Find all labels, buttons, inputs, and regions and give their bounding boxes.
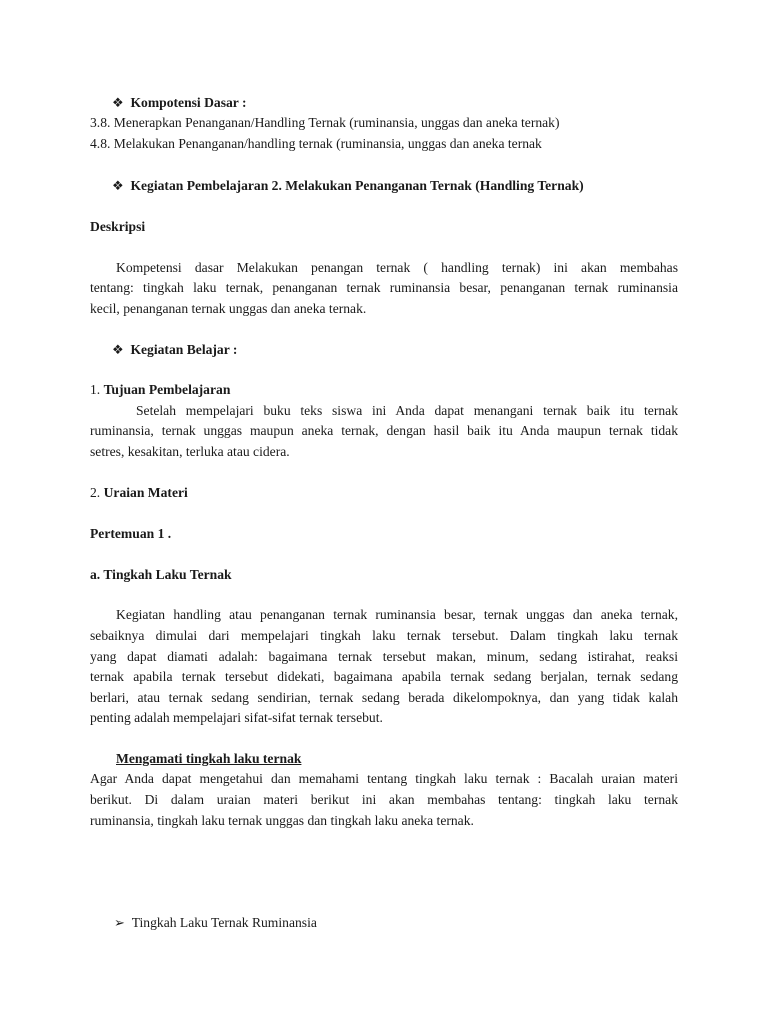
mengamati-line-3: ruminansia, tingkah laku ternak unggas dan tingkah laku aneka ternak. [90,813,474,828]
ruminansia-list-item [114,913,317,934]
arrow-bullet-icon: ➢ [114,916,125,931]
tingkah-heading: a. Tingkah Laku Ternak [90,567,232,582]
kompetensi-item-2: 4.8. Melakukan Penanganan/handling ternak (ruminansia, unggas dan aneka ternak [90,136,542,151]
tujuan-line-1: Setelah mempelajari buku teks siswa ini Anda dapat menangani ternak baik itu ternak [136,403,678,418]
kegiatan-heading-line [112,176,584,197]
uraian-heading: Uraian Materi [103,485,188,500]
tujuan-heading-line [90,380,230,400]
mengamati-line-2: berikut. Di dalam uraian materi berikut ini akan membahas tentang: tingkah laku ternak [90,792,678,807]
uraian-number: 2. [90,485,101,500]
kegiatan-belajar-line [112,340,237,361]
mengamati-heading: Mengamati tingkah laku ternak [116,751,302,766]
pertemuan-heading: Pertemuan 1 . [90,526,172,541]
mengamati-line-1: Agar Anda dapat mengetahui dan memahami tentang tingkah laku ternak : Bacalah uraian materi [90,771,678,786]
kegiatan-heading: Kegiatan Pembelajaran 2. Melakukan Penanganan Ternak (Handling Ternak) [130,178,584,193]
tingkah-line-6: penting adalah mempelajari sifat-sifat ternak tersebut. [90,710,383,725]
diamond-bullet-icon: ❖ [112,343,124,358]
diamond-bullet-icon: ❖ [112,96,124,111]
tingkah-line-2: sebaiknya dimulai dari mempelajari tingkah laku ternak tersebut. Dalam tingkah laku ternak [90,628,678,643]
deskripsi-line-2: tentang: tingkah laku ternak, penanganan ternak ruminansia besar, penanganan ternak ruminansia [90,280,678,295]
tingkah-line-4: ternak apabila ternak tersebut didekati, bagaimana apabila ternak sedang berjalan, ternak sedang [90,669,678,684]
kompetensi-heading-line [112,93,247,114]
deskripsi-line-3: kecil, penanganan ternak unggas dan aneka ternak. [90,301,367,316]
uraian-heading-line [90,483,188,503]
tujuan-line-3: setres, kesakitan, terluka atau cidera. [90,444,290,459]
kompetensi-heading: Kompotensi Dasar : [130,95,247,110]
tujuan-number: 1. [90,382,101,397]
diamond-bullet-icon: ❖ [112,179,124,194]
kompetensi-item-1: 3.8. Menerapkan Penanganan/Handling Ternak (ruminansia, unggas dan aneka ternak) [90,115,560,130]
deskripsi-line-1: Kompetensi dasar Melakukan penangan ternak ( handling ternak) ini akan membahas [116,260,678,275]
kegiatan-belajar-heading: Kegiatan Belajar : [130,342,238,357]
tingkah-line-3: yang dapat diamati adalah: bagaimana ternak tersebut makan, minum, sedang istirahat, reaksi [90,649,678,664]
deskripsi-heading: Deskripsi [90,219,146,234]
tujuan-heading: Tujuan Pembelajaran [103,382,231,397]
tingkah-line-5: berlari, atau ternak sedang sendirian, ternak sedang berada dikelompoknya, dan yang tidak kalah [90,690,678,705]
tujuan-line-2: ruminansia, ternak unggas maupun aneka ternak, dengan hasil baik itu Anda maupun ternak tidak [90,423,678,438]
tingkah-line-1: Kegiatan handling atau penanganan ternak ruminansia besar, ternak unggas dan aneka ternak, [116,607,678,622]
ruminansia-item-label: Tingkah Laku Ternak Ruminansia [131,915,317,930]
